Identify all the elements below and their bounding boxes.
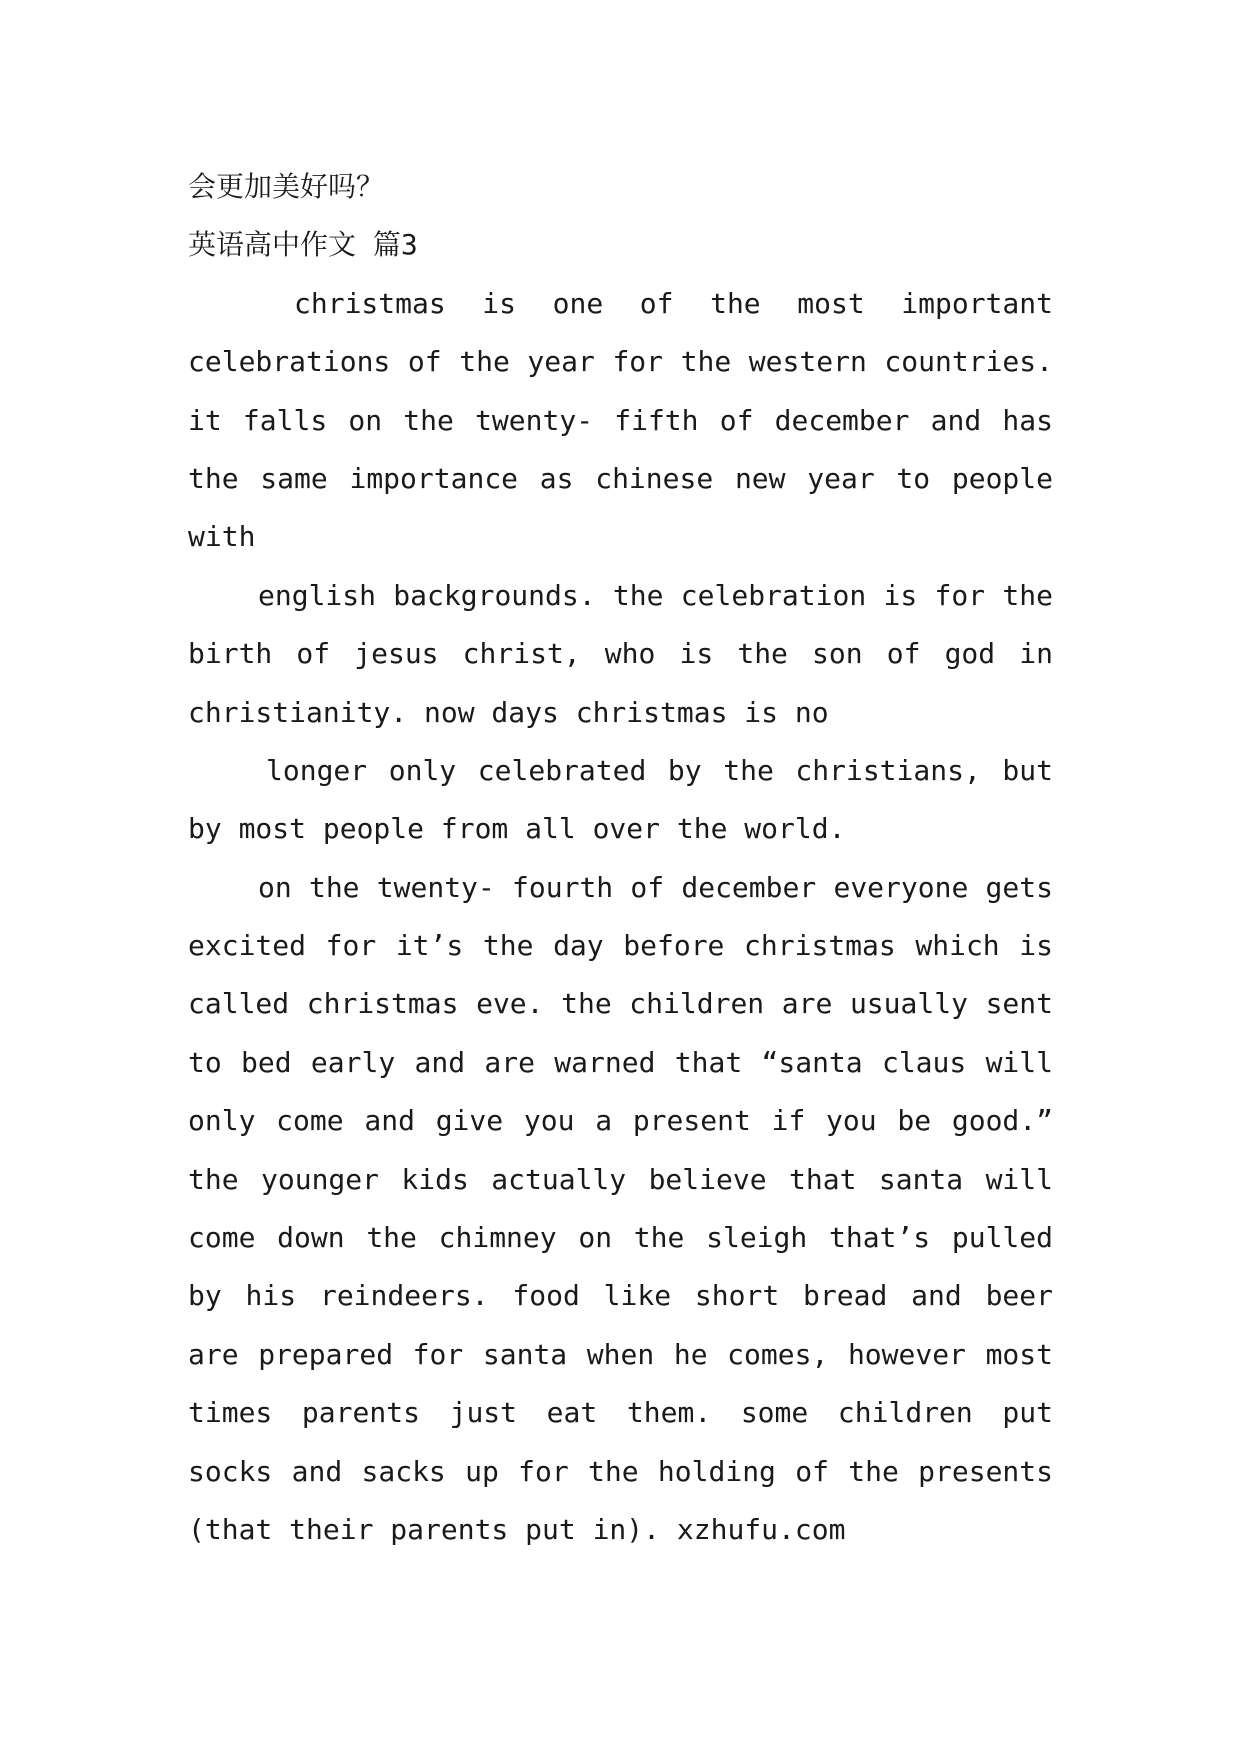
text-line: birth of jesus christ, who is the son of god in xyxy=(188,637,1053,671)
section-title: 英语高中作文 篇3 xyxy=(188,228,418,262)
text-line: by his reindeers. food like short bread and beer xyxy=(188,1279,1053,1313)
text-line: by most people from all over the world. xyxy=(188,812,846,846)
text-line: with xyxy=(188,520,256,554)
text-line: socks and sacks up for the holding of the presents xyxy=(188,1454,1053,1488)
text-line: to bed early and are warned that “santa claus will xyxy=(188,1045,1053,1079)
text-line: longer only celebrated by the christians, but xyxy=(266,753,1053,787)
text-line: christmas is one of the most important xyxy=(294,286,1053,320)
text-line: come down the chimney on the sleigh that’s pulled xyxy=(188,1221,1053,1255)
text-line: only come and give you a present if you be good.” xyxy=(188,1104,1053,1138)
text-line: are prepared for santa when he comes, however most xyxy=(188,1337,1053,1371)
text-line: the younger kids actually believe that santa will xyxy=(188,1162,1053,1196)
text-line: it falls on the twenty- fifth of december and has xyxy=(188,403,1053,437)
text-line: on the twenty- fourth of december everyone gets xyxy=(258,870,1053,904)
text-line: english backgrounds. the celebration is for the xyxy=(258,578,1053,612)
text-line: times parents just eat them. some children put xyxy=(188,1396,1053,1430)
document-body xyxy=(188,158,1053,1559)
text-line: christianity. now days christmas is no xyxy=(188,695,829,729)
text-line: the same importance as chinese new year to people xyxy=(188,461,1053,495)
text-line: called christmas eve. the children are usually sent xyxy=(188,987,1053,1021)
text-line: celebrations of the year for the western countries. xyxy=(188,345,1053,379)
text-line: excited for it’s the day before christmas which is xyxy=(188,929,1053,963)
heading-line: 会更加美好吗？ xyxy=(188,170,385,203)
text-line: (that their parents put in). xzhufu.com xyxy=(188,1512,846,1546)
